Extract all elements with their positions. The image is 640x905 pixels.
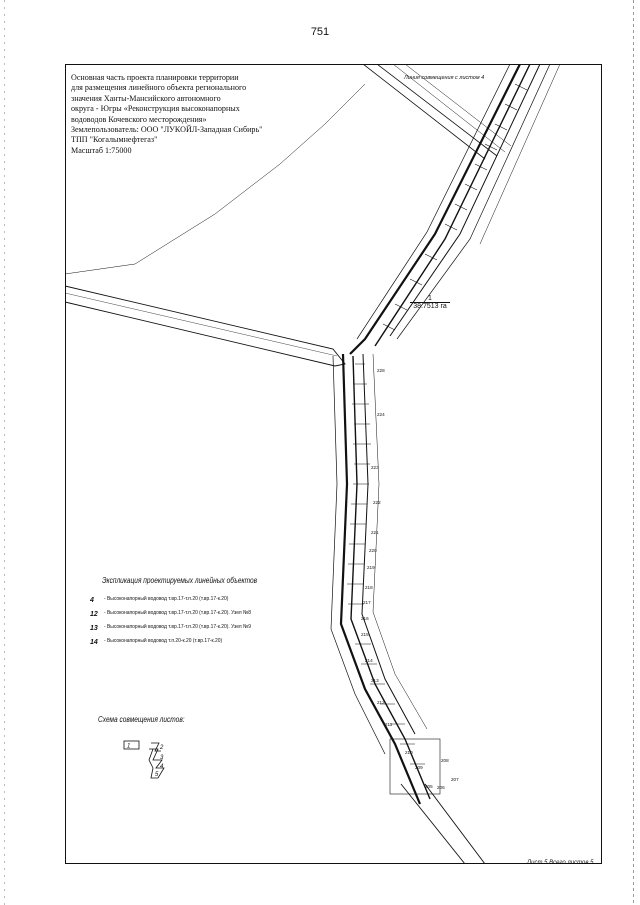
title-line: значения Ханты-Мансийского автономного	[71, 93, 221, 103]
legend-item	[90, 635, 291, 649]
sheet-number: 5	[155, 772, 159, 778]
stake-220: 220	[369, 548, 377, 553]
sheet-number: 1	[127, 743, 131, 750]
legend-item-text: - Высоконапорный водовод т.п.20-к.20 (т.вр.17-к.20)	[104, 638, 223, 644]
legend-item	[90, 607, 291, 621]
title-block	[71, 73, 286, 156]
sheet-layout-scheme	[118, 738, 178, 790]
stake-213: 213	[371, 678, 379, 683]
parcel-label	[410, 295, 450, 310]
parcel-number: 1	[410, 295, 450, 303]
title-line: Землепользователь: ООО "ЛУКОЙЛ-Западная Сибирь"	[71, 125, 263, 135]
stake-219: 219	[367, 565, 375, 570]
stake-224: 224	[377, 412, 385, 417]
stake-212: 212	[377, 700, 385, 705]
scheme-title: Схема совмещения листов:	[98, 715, 185, 724]
stake-labels	[361, 368, 459, 790]
stake-210: 210	[405, 750, 413, 755]
sheet-number: 2	[160, 745, 164, 751]
stake-215: 215	[361, 632, 369, 637]
legend-title: Экспликация проектируемых линейных объектов	[102, 576, 258, 585]
stake-211: 211	[385, 722, 393, 727]
title-line: Основная часть проекта планировки территории	[71, 73, 239, 82]
sheet-number: 3	[160, 755, 164, 761]
legend-item-text: - Высоконапорный водовод т.вр.17-т.п.20 (т.вр.17-к.20). Узел №9	[104, 624, 252, 630]
stake-222: 222	[373, 500, 381, 505]
legend-item-text: - Высоконапорный водовод т.вр.17-т.п.20 (т.вр.17-к.20)	[104, 596, 229, 602]
legend-item-id: 13	[90, 625, 98, 632]
page-number: 751	[310, 26, 330, 38]
legend	[90, 576, 291, 649]
matchline-label: Линия совмещения с листом 4	[404, 75, 485, 81]
road-south	[390, 739, 485, 864]
legend-item-id: 4	[90, 597, 94, 604]
stake-207: 207	[451, 777, 459, 782]
legend-item-id: 12	[90, 611, 98, 618]
stake-209: 209	[415, 765, 423, 770]
legend-item	[90, 593, 291, 607]
stake-214: 214	[365, 658, 373, 663]
title-line: ТПП "Когалымнефтегаз"	[71, 135, 158, 145]
scan-edge-right	[633, 0, 634, 905]
stake-221: 221	[371, 530, 379, 535]
legend-item-text: - Высоконапорный водовод т.вр.17-т.п.20 (т.вр.17-к.20). Узел №8	[104, 610, 252, 616]
stake-208: 208	[441, 758, 449, 763]
legend-item	[90, 621, 291, 635]
stake-218: 218	[365, 585, 373, 590]
title-line: округа - Югры «Реконструкция высоконапорных	[71, 104, 240, 114]
pipeline-corridor	[331, 64, 560, 804]
legend-item-id: 14	[90, 639, 98, 646]
stake-223: 223	[371, 465, 379, 470]
title-line: для размещения линейного объекта регионального	[71, 83, 247, 93]
stake-206: 206	[437, 785, 445, 790]
scan-edge-left	[4, 0, 5, 905]
parcel-area: 38.7513 га	[413, 303, 447, 310]
stake-205: 205	[425, 784, 433, 789]
sheet-number: 4	[160, 764, 164, 770]
stake-228: 228	[377, 368, 385, 373]
sheet-label: Лист 5 Всего листов 5	[527, 860, 594, 866]
stake-217: 217	[363, 600, 371, 605]
stake-216: 216	[361, 616, 369, 621]
road-west	[65, 286, 345, 366]
title-line: водоводов Кочевского месторождения»	[71, 114, 207, 124]
scale-label: Масштаб 1:75000	[71, 145, 132, 155]
